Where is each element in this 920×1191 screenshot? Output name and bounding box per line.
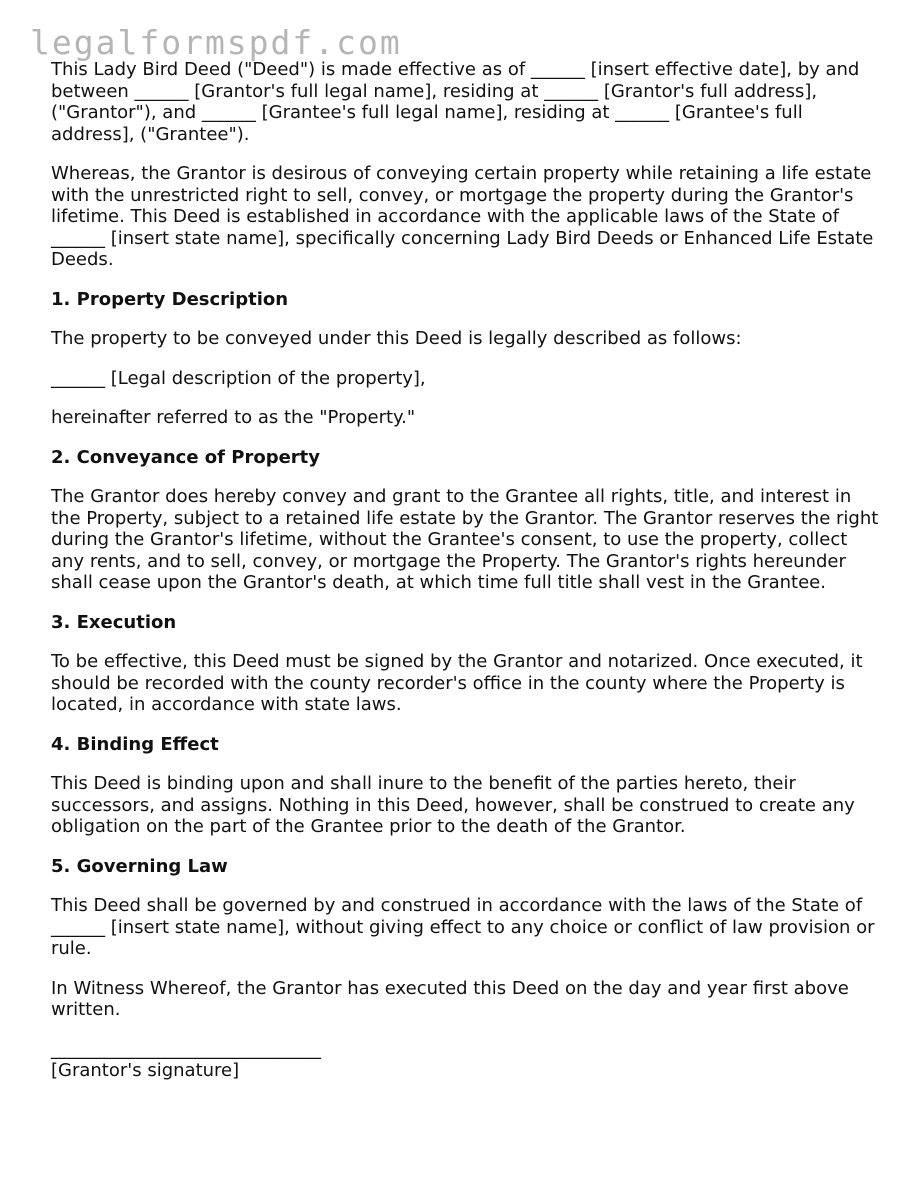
- execution-paragraph: To be effective, this Deed must be signed by the Grantor and notarized. Once executed, it should be recorded with the county recorder's office in the county where the Property is located, in accordance with state laws.: [51, 651, 863, 715]
- whereas-paragraph: Whereas, the Grantor is desirous of conveying certain property while retaining a life estate with the unrestricted right to sell, convey, or mortgage the property during the Grantor's lifetime. This Deed is established in accordance with the applicable laws of the State of ______ [insert state name], specifically concerning Lady Bird Deeds or Enhanced Life Estate Deeds.: [51, 163, 874, 270]
- section-heading-execution: 3. Execution: [51, 611, 177, 633]
- conveyance-paragraph: The Grantor does hereby convey and grant to the Grantee all rights, title, and interest in the Property, subject to a retained life estate by the Grantor. The Grantor reserves the right during the Grantor's lifetime, without the Grantee's consent, to use the property, collect any rents, and to sell, convey, or mortgage the Property. The Grantor's rights hereunder shall cease upon the Grantor's death, at which time full title shall vest in the Grantee.: [51, 486, 879, 593]
- governing-paragraph: This Deed shall be governed by and construed in accordance with the laws of the State of ______ [insert state name], without giving effect to any choice or conflict of law provision or rule.: [51, 895, 875, 959]
- binding-paragraph: This Deed is binding upon and shall inure to the benefit of the parties hereto, their successors, and assigns. Nothing in this Deed, however, shall be construed to create any obligation on the part of the Grantee prior to the death of the Grantor.: [51, 773, 855, 837]
- property-paragraph-2: ______ [Legal description of the property],: [51, 367, 426, 389]
- section-heading-governing: 5. Governing Law: [51, 855, 228, 877]
- signature-line: ______________________________: [51, 1038, 321, 1060]
- deed-document: [51, 59, 881, 1082]
- property-paragraph-3: hereinafter referred to as the "Property.": [51, 407, 416, 428]
- section-heading-property: 1. Property Description: [51, 288, 289, 310]
- property-paragraph-1: The property to be conveyed under this Deed is legally described as follows:: [51, 328, 742, 349]
- watermark: legalformspdf.com: [30, 23, 402, 62]
- signature-label: [Grantor's signature]: [51, 1060, 240, 1081]
- witness-paragraph: In Witness Whereof, the Grantor has executed this Deed on the day and year first above written.: [51, 977, 849, 1020]
- intro-paragraph: This Lady Bird Deed ("Deed") is made effective as of ______ [insert effective date], by and between ______ [Grantor's full legal name], residing at ______ [Grantor's full address], ("Grantor"), and ______ [Grantee's full legal name], residing at ______ [Grantee's full address], ("Grantee").: [51, 59, 860, 145]
- signature-block: [51, 1039, 881, 1082]
- section-heading-conveyance: 2. Conveyance of Property: [51, 446, 321, 468]
- section-heading-binding: 4. Binding Effect: [51, 733, 219, 755]
